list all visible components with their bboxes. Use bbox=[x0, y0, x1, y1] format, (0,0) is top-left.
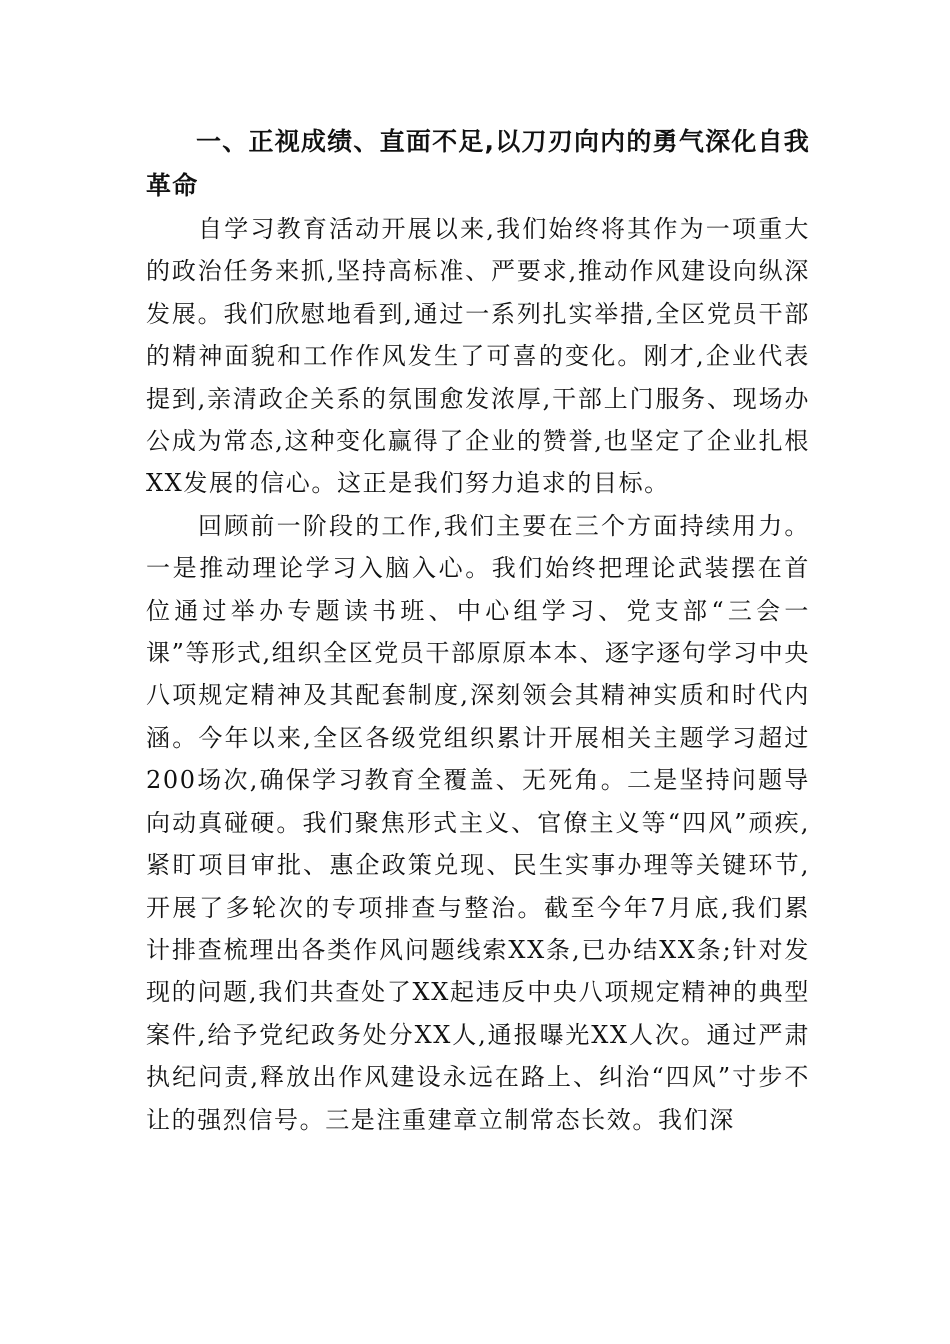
document-body bbox=[146, 120, 810, 1141]
paragraph-2: 回顾前一阶段的工作,我们主要在三个方面持续用力。一是推动理论学习入脑入心。我们始终把理论武装摆在首位通过举办专题读书班、中心组学习、党支部“三会一课”等形式,组织全区党员干部原原本本、逐字逐句学习中央八项规定精神及其配套制度,深刻领会其精神实质和时代内涵。今年以来,全区各级党组织累计开展相关主题学习超过200场次,确保学习教育全覆盖、无死角。二是坚持问题导向动真碰硬。我们聚焦形式主义、官僚主义等“四风”顽疾,紧盯项目审批、惠企政策兑现、民生实事办理等关键环节,开展了多轮次的专项排查与整治。截至今年7月底,我们累计排查梳理出各类作风问题线索XX条,已办结XX条;针对发现的问题,我们共查处了XX起违反中央八项规定精神的典型案件,给予党纪政务处分XX人,通报曝光XX人次。通过严肃执纪问责,释放出作风建设永远在路上、纠治“四风”寸步不让的强烈信号。三是注重建章立制常态长效。我们深 bbox=[146, 511, 810, 1134]
section-heading: 一、正视成绩、直面不足,以刀刃向内的勇气深化自我革命 bbox=[146, 127, 810, 200]
paragraph-1: 自学习教育活动开展以来,我们始终将其作为一项重大的政治任务来抓,坚持高标准、严要求,推动作风建设向纵深发展。我们欣慰地看到,通过一系列扎实举措,全区党员干部的精神面貌和工作作风发生了可喜的变化。刚才,企业代表提到,亲清政企关系的氛围愈发浓厚,干部上门服务、现场办公成为常态,这种变化赢得了企业的赞誉,也坚定了企业扎根XX发展的信心。这正是我们努力追求的目标。 bbox=[146, 215, 810, 498]
